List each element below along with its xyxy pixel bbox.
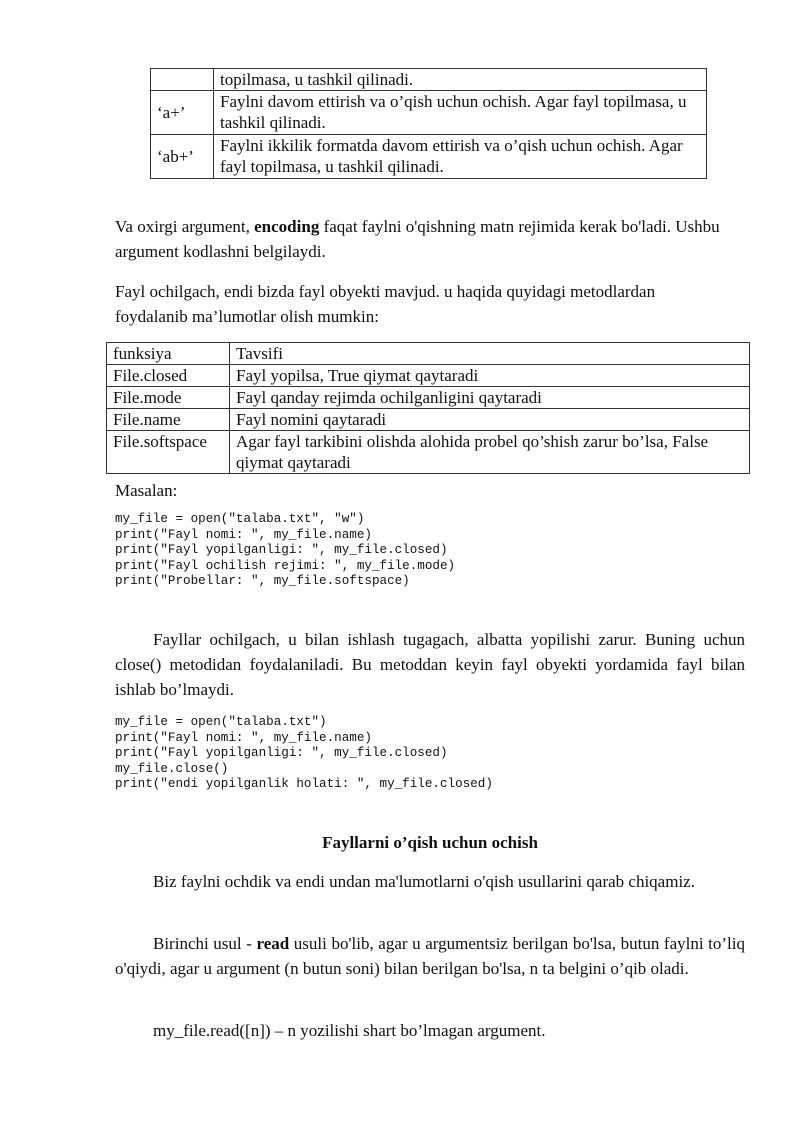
desc-cell: Faylni davom ettirish va o’qish uchun ochish. Agar fayl topilmasa, u tashkil qilinadi. <box>214 91 707 135</box>
table-row <box>107 365 750 387</box>
attr-name-cell: funksiya <box>107 343 230 365</box>
read-text-start: Birinchi usul - <box>153 934 257 953</box>
attr-name-cell: File.mode <box>107 387 230 409</box>
table-row <box>107 343 750 365</box>
mode-cell: ‘a+’ <box>151 91 214 135</box>
attr-desc-cell: Fayl qanday rejimda ochilganligini qaytaradi <box>230 387 750 409</box>
encoding-text-end: faqat faylni o'qishning matn rejimida kerak bo'ladi. Ushbu argument kodlashni belgilaydi. <box>115 217 720 261</box>
read-intro-paragraph: Biz faylni ochdik va endi undan ma'lumotlarni o'qish usullarini qarab chiqamiz. <box>153 872 695 891</box>
read-signature-paragraph: my_file.read([n]) – n yozilishi shart bo’lmagan argument. <box>153 1021 546 1040</box>
table-row <box>107 409 750 431</box>
attr-desc-cell: Agar fayl tarkibini olishda alohida probel qo’shish zarur bo’lsa, False qiymat qaytaradi <box>230 431 750 474</box>
table-row <box>151 135 707 179</box>
attr-desc-cell: Tavsifi <box>230 343 750 365</box>
example-label: Masalan: <box>115 481 178 500</box>
attr-name-cell: File.name <box>107 409 230 431</box>
code-block-close: my_file = open("talaba.txt") print("Fayl nomi: ", my_file.name) print("Fayl yopilganligi: ", my_file.closed) my_file.close() print("endi yopilganlik holati: ", my_file.closed) <box>115 715 493 792</box>
read-text-end: usuli bo'lib, agar u argumentsiz berilgan bo'lsa, butun faylni to’liq o'qiydi, agar u argument (n butun soni) bilan berilgan bo'lsa, n ta belgini o’qib oladi. <box>115 934 745 978</box>
table-row <box>151 69 707 91</box>
table-row <box>107 431 750 474</box>
read-method-paragraph <box>115 931 745 981</box>
attr-name-cell: File.softspace <box>107 431 230 474</box>
close-paragraph: Fayllar ochilgach, u bilan ishlash tugagach, albatta yopilishi zarur. Buning uchun close() metodidan foydalaniladi. Bu metoddan keyin fayl obyekti yordamida fayl bilan ishlab bo’lmaydi. <box>115 630 745 699</box>
encoding-paragraph <box>115 214 745 264</box>
file-attribute-table <box>106 342 750 474</box>
mode-cell: ‘ab+’ <box>151 135 214 179</box>
desc-cell: topilmasa, u tashkil qilinadi. <box>214 69 707 91</box>
file-mode-table <box>150 68 707 179</box>
attr-desc-cell: Fayl yopilsa, True qiymat qaytaradi <box>230 365 750 387</box>
encoding-text-start: Va oxirgi argument, <box>115 217 255 236</box>
table-row <box>107 387 750 409</box>
attr-desc-cell: Fayl nomini qaytaradi <box>230 409 750 431</box>
code-block-attributes: my_file = open("talaba.txt", "w") print("Fayl nomi: ", my_file.name) print("Fayl yopilganligi: ", my_file.closed) print("Fayl ochilish rejimi: ", my_file.mode) print("Probellar: ", my_file.softspace) <box>115 512 456 589</box>
table-row <box>151 91 707 135</box>
section-heading: Fayllarni o’qish uchun ochish <box>322 833 538 852</box>
attr-name-cell: File.closed <box>107 365 230 387</box>
read-keyword: read <box>256 934 290 953</box>
encoding-keyword: encoding <box>254 217 320 236</box>
mode-cell <box>151 69 214 91</box>
file-object-paragraph: Fayl ochilgach, endi bizda fayl obyekti mavjud. u haqida quyidagi metodlardan foydalanib ma’lumotlar olish mumkin: <box>115 282 656 326</box>
desc-cell: Faylni ikkilik formatda davom ettirish va o’qish uchun ochish. Agar fayl topilmasa, u tashkil qilinadi. <box>214 135 707 179</box>
